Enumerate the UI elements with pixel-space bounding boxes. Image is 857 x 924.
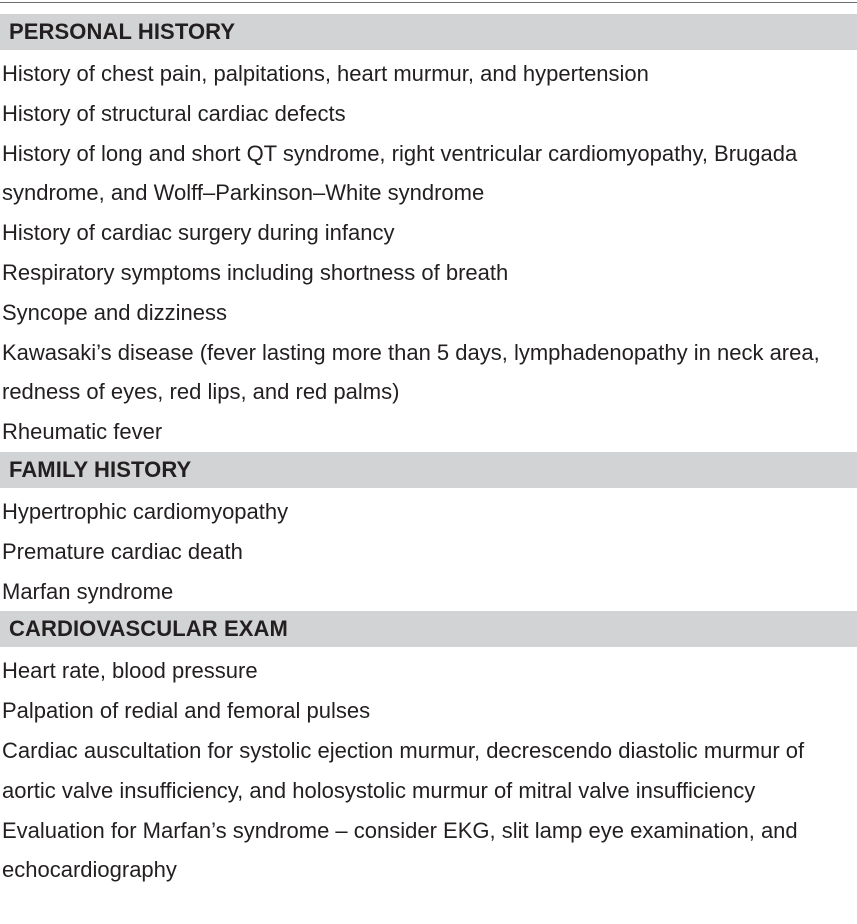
- list-item: History of long and short QT syndrome, right ventricular cardiomyopathy, Brugada syndrome, and Wolff–Parkinson–White syndrome: [2, 140, 798, 206]
- list-item: Cardiac auscultation for systolic ejection murmur, decrescendo diastolic murmur of aortic valve insufficiency, and holosystolic murmur of mitral valve insufficiency: [2, 737, 805, 803]
- list-item: History of cardiac surgery during infancy: [2, 220, 395, 246]
- list-item: Heart rate, blood pressure: [2, 658, 258, 684]
- top-rule: [0, 2, 857, 3]
- list-item: Syncope and dizziness: [2, 299, 228, 325]
- section-header-family-history: FAMILY HISTORY: [0, 452, 857, 488]
- list-item: Marfan syndrome: [2, 578, 174, 604]
- list-item: Respiratory symptoms including shortness of breath: [2, 259, 509, 285]
- list-item: Hypertrophic cardiomyopathy: [2, 498, 289, 524]
- list-item: Rheumatic fever: [2, 419, 163, 445]
- section-header-cardiovascular-exam: CARDIOVASCULAR EXAM: [0, 611, 857, 647]
- list-item: Palpation of redial and femoral pulses: [2, 698, 371, 724]
- checklist-table: [0, 2, 857, 890]
- list-item: Kawasaki’s disease (fever lasting more than 5 days, lymphadenopathy in neck area, redness of eyes, red lips, and red palms): [2, 339, 820, 405]
- list-item: Premature cardiac death: [2, 538, 243, 564]
- section-header-personal-history: PERSONAL HISTORY: [0, 14, 857, 50]
- list-item: Evaluation for Marfan’s syndrome – consider EKG, slit lamp eye examination, and echocardiography: [2, 817, 798, 883]
- list-item: History of structural cardiac defects: [2, 100, 346, 126]
- list-item: History of chest pain, palpitations, heart murmur, and hypertension: [2, 61, 649, 86]
